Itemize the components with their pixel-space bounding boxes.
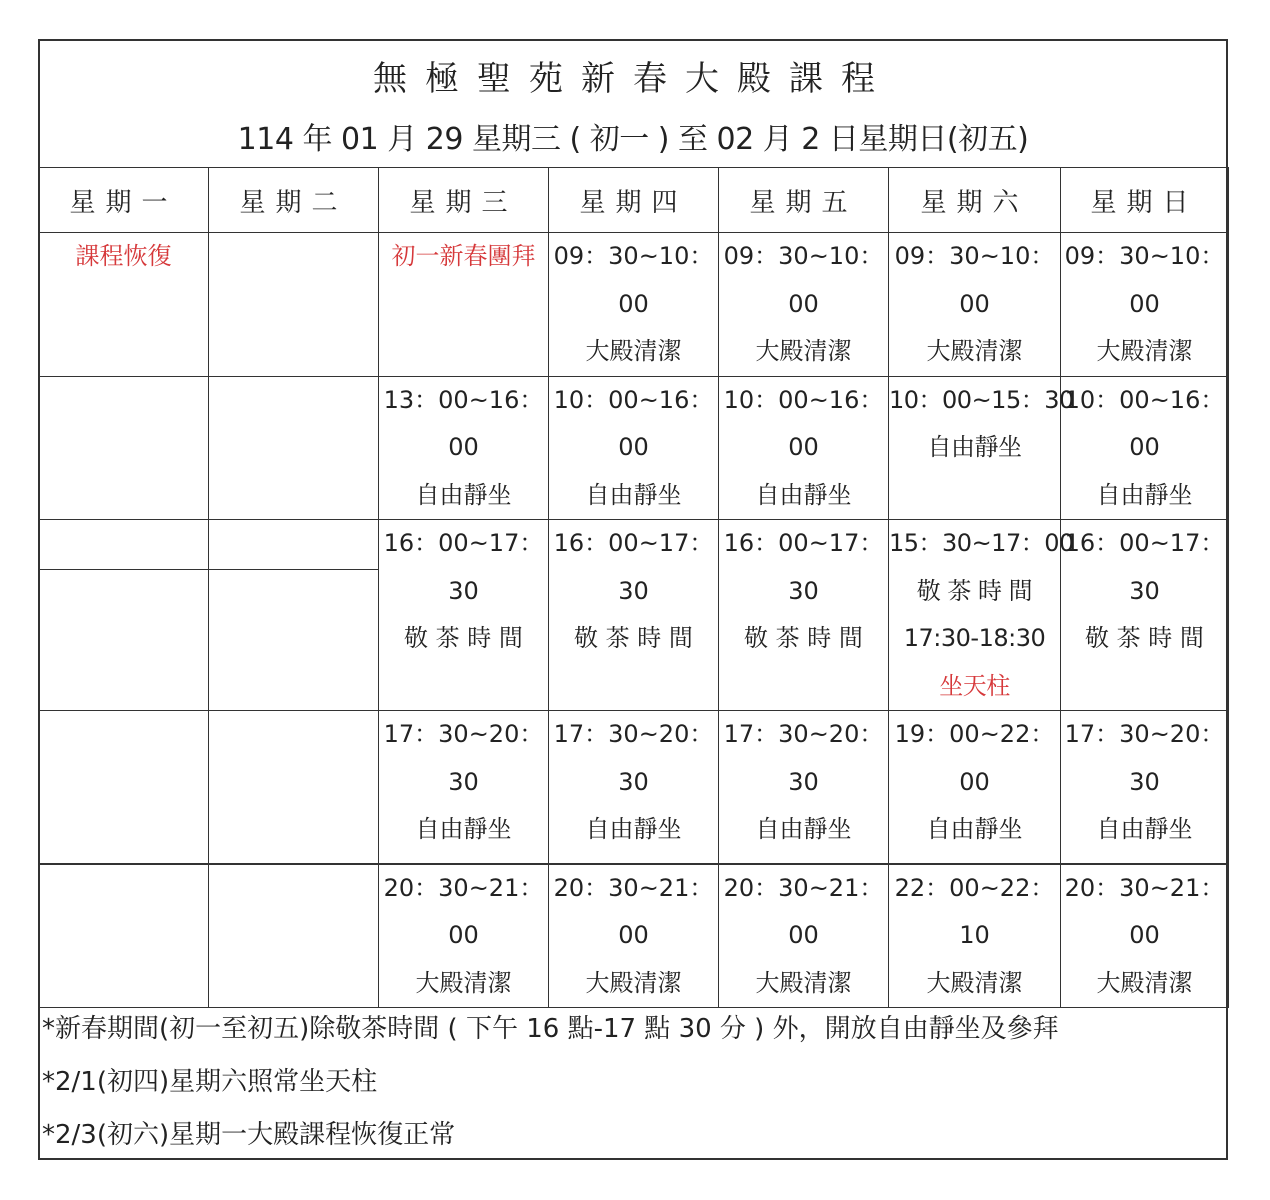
- header-thursday: 星期四: [549, 168, 719, 233]
- time-range-cont: 30: [618, 767, 649, 796]
- time-range: 20：30~21：: [383, 873, 544, 902]
- cell-sun-1: [1061, 233, 1229, 377]
- cell-fri-4: [719, 711, 889, 864]
- activity: 敬 茶 時 間: [916, 576, 1033, 605]
- table-row: [39, 520, 1229, 711]
- schedule-table: [38, 167, 1229, 1008]
- activity: 自由靜坐: [1096, 480, 1193, 509]
- cell-wed-2: [379, 376, 549, 520]
- cell-tue-3: [209, 520, 379, 711]
- activity: 大殿清潔: [415, 968, 512, 997]
- activity: 大殿清潔: [926, 337, 1023, 365]
- table-row: [39, 864, 1229, 1008]
- cell-sat-4: [889, 711, 1061, 864]
- cell-tue-5: [209, 864, 379, 1008]
- time-range: 20：30~21：: [553, 873, 714, 902]
- cell-thu-4: [549, 711, 719, 864]
- cell-sun-2: [1061, 376, 1229, 520]
- activity: 敬 茶 時 間: [744, 624, 863, 652]
- time-range: 10：00~16：: [1064, 385, 1225, 414]
- header-tuesday: 星期二: [209, 168, 379, 233]
- time-range: 17：30~20：: [1064, 720, 1225, 748]
- time-range: 19：00~22：: [894, 720, 1055, 748]
- activity: 自由靜坐: [415, 480, 512, 509]
- activity: 自由靜坐: [1096, 815, 1193, 843]
- time-range-cont: 00: [448, 433, 479, 461]
- cell-sat-3: [889, 520, 1074, 711]
- header-monday: 星期一: [39, 168, 209, 233]
- page-title: 無極聖苑新春大殿課程: [373, 59, 893, 99]
- time-range-cont: 00: [788, 921, 819, 949]
- activity: 大殿清潔: [1096, 968, 1193, 997]
- activity: 敬 茶 時 間: [574, 624, 693, 652]
- time-range-cont: 30: [788, 767, 819, 796]
- cell-mon-3: [39, 520, 209, 711]
- time-range: 09：30~10：: [553, 242, 714, 270]
- time-range-cont: 30: [618, 576, 649, 605]
- time-range-cont: 10: [959, 921, 990, 949]
- activity: 敬 茶 時 間: [1085, 624, 1204, 652]
- notes-section: [42, 1003, 1059, 1162]
- time-range: 22：00~22：: [894, 873, 1055, 902]
- header-row: [39, 168, 1229, 233]
- cell-sun-4: [1061, 711, 1229, 864]
- cell-sun-5: [1061, 864, 1229, 1008]
- activity: 自由靜坐: [755, 815, 852, 843]
- activity: 大殿清潔: [755, 337, 852, 365]
- cell-thu-1: [549, 233, 719, 377]
- activity: 自由靜坐: [415, 815, 512, 843]
- cell-mon-4: [39, 711, 209, 864]
- cell-mon-5: [39, 864, 209, 1008]
- activity: 大殿清潔: [1096, 337, 1193, 365]
- split-cell: [39, 520, 208, 570]
- time-range-cont: 30: [448, 576, 479, 605]
- cell-fri-5: [719, 864, 889, 1008]
- cell-tue-1: [209, 233, 379, 377]
- time-range: 16：00~17：: [723, 529, 884, 557]
- time-range-cont: 00: [959, 767, 990, 796]
- time-range: 17：30~20：: [383, 720, 544, 748]
- time-range: 09：30~10：: [894, 242, 1055, 270]
- cell-sun-3: [1061, 520, 1229, 711]
- time-range: 17：30~20：: [553, 720, 714, 748]
- activity: 敬 茶 時 間: [404, 624, 523, 652]
- time-range-cont: 00: [448, 921, 479, 949]
- cell-wed-3: [379, 520, 549, 711]
- course-resume-text: 課程恢復: [75, 242, 172, 270]
- cell-sat-1: [889, 233, 1061, 377]
- activity: 自由靜坐: [585, 480, 682, 509]
- cell-fri-2: [719, 376, 889, 520]
- time-range-cont: 00: [1129, 289, 1160, 318]
- cell-wed-4: [379, 711, 549, 864]
- schedule-sheet: [38, 39, 1228, 1160]
- cell-thu-5: [549, 864, 719, 1008]
- time-range-cont: 00: [788, 433, 819, 461]
- note-line: *新春期間(初一至初五)除敬茶時間 ( 下午 16 點-17 點 30 分 ) 外，開放自由靜坐及參拜: [42, 1014, 1059, 1044]
- cell-tue-4: [209, 711, 379, 864]
- time-range: 13：00~16：: [383, 385, 544, 414]
- time-range: 09：30~10：: [1064, 242, 1225, 270]
- activity: 大殿清潔: [585, 337, 682, 365]
- time-range-cont: 00: [959, 289, 990, 318]
- time-range: 20：30~21：: [1064, 873, 1225, 902]
- time-range-cont: 00: [1129, 921, 1160, 949]
- note-line: *2/3(初六)星期一大殿課程恢復正常: [42, 1120, 456, 1150]
- cell-wed-5: [379, 864, 549, 1008]
- split-cell: [209, 520, 378, 570]
- time-range: 16：00~17：: [1064, 529, 1225, 557]
- cell-wed-1: [379, 233, 549, 377]
- header-sunday: 星期日: [1061, 168, 1229, 233]
- date-range-subtitle: 114 年 01 月 29 星期三 ( 初一 ) 至 02 月 2 日星期日(初五): [237, 122, 1029, 157]
- tianzhu-activity: 坐天柱: [939, 671, 1010, 700]
- activity: 大殿清潔: [585, 968, 682, 997]
- cell-fri-3: [719, 520, 889, 711]
- cell-sat-5: [889, 864, 1061, 1008]
- time-range-cont: 00: [618, 433, 649, 461]
- table-row: [39, 376, 1229, 520]
- activity: 自由靜坐: [927, 433, 1022, 461]
- activity: 自由靜坐: [585, 815, 682, 843]
- cell-tue-2: [209, 376, 379, 520]
- time-range-cont: 00: [1129, 433, 1160, 461]
- cell-sat-2: [889, 376, 1074, 520]
- time-range-extra: 17:30-18:30: [903, 624, 1046, 652]
- cell-thu-3: [549, 520, 719, 711]
- activity: 大殿清潔: [926, 968, 1023, 997]
- time-range-cont: 30: [788, 576, 819, 605]
- header-friday: 星期五: [719, 168, 889, 233]
- cell-thu-2: [549, 376, 719, 520]
- table-row: [39, 233, 1229, 377]
- activity: 自由靜坐: [926, 815, 1023, 843]
- time-range: 10：00~15：30: [889, 385, 1074, 414]
- cell-mon-2: [39, 376, 209, 520]
- time-range-cont: 00: [618, 289, 649, 318]
- header-saturday: 星期六: [889, 168, 1061, 233]
- time-range: 17：30~20：: [723, 720, 884, 748]
- time-range: 20：30~21：: [723, 873, 884, 902]
- time-range-cont: 00: [788, 289, 819, 318]
- time-range: 16：00~17：: [383, 529, 544, 557]
- new-year-greeting-text: 初一新春團拜: [391, 242, 536, 270]
- activity: 大殿清潔: [755, 968, 852, 997]
- time-range-cont: 00: [618, 921, 649, 949]
- time-range-cont: 30: [448, 767, 479, 796]
- table-row: [39, 711, 1229, 864]
- time-range: 15：30~17：00: [889, 529, 1074, 557]
- time-range: 10：00~16：: [723, 385, 884, 414]
- time-range-cont: 30: [1129, 767, 1160, 796]
- header-wednesday: 星期三: [379, 168, 549, 233]
- cell-mon-1: [39, 233, 209, 377]
- activity: 自由靜坐: [755, 480, 852, 509]
- time-range: 10：00~16：: [553, 385, 714, 414]
- time-range: 09：30~10：: [723, 242, 884, 270]
- time-range: 16：00~17：: [553, 529, 714, 557]
- time-range-cont: 30: [1129, 576, 1160, 605]
- note-line: *2/1(初四)星期六照常坐天柱: [42, 1067, 378, 1097]
- cell-fri-1: [719, 233, 889, 377]
